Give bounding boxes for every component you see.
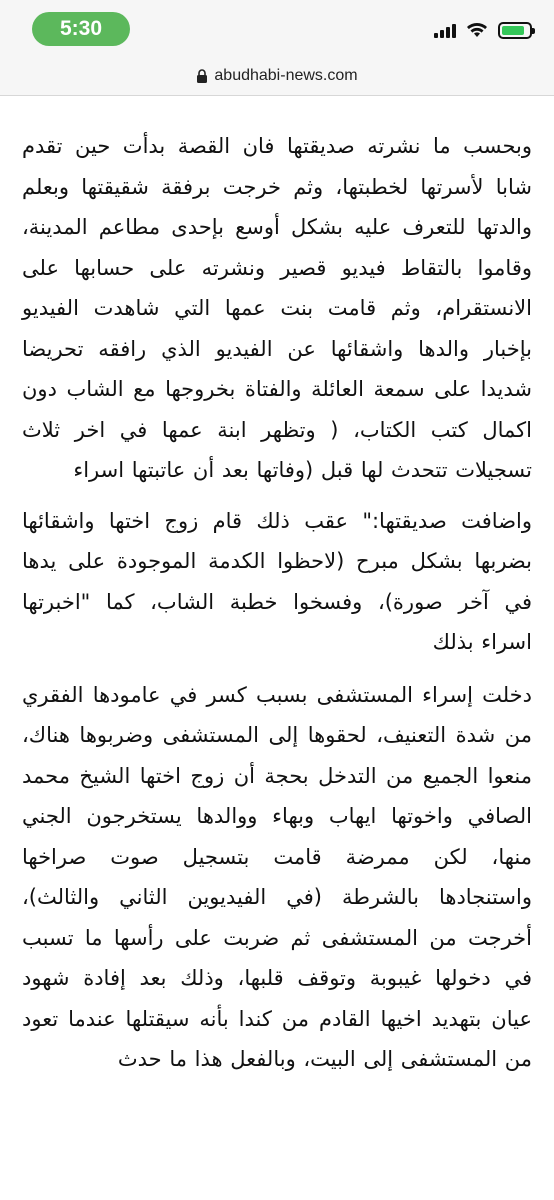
wifi-icon [466,22,488,38]
status-time[interactable]: 5:30 [32,12,130,46]
article-body [0,126,554,1200]
lock-icon [196,69,208,83]
address-bar[interactable] [0,56,554,96]
article-paragraph: واضافت صديقتها:" عقب ذلك قام زوج اختها واشقائها بضربها بشكل مبرح (لاحظوا الكدمة الموجودة على يدها في آخر صورة)، وفسخوا خطبة الشاب، كما "اخبرتها اسراء بذلك [22,508,532,654]
cellular-signal-icon [434,22,456,38]
status-icons [434,18,532,42]
article-paragraph: دخلت إسراء المستشفى بسبب كسر في عامودها الفقري من شدة التعنيف، لحقوها إلى المستشفى وضربوها هناك، منعوا الجميع من التدخل بحجة أن زوج اختها الشيخ محمد الصافي واخوتها ايهاب وبهاء ووالدها يستخرجون الجني منها، لكن ممرضة قامت بتسجيل صوت صراخها واستنجادها بالشرطة (في الفيديوين الثاني والثالث)، أخرجت من المستشفى ثم ضربت على رأسها ما تسبب في دخولها غيبوبة وتوقف قلبها، وذلك بعد إفادة شهود عيان بتهديد اخيها القادم من كندا بأنه سيقتلها عندما تعود من المستشفى إلى البيت، وبالفعل هذا ما حدث [22,682,532,1071]
url-text[interactable]: abudhabi-news.com [214,66,358,84]
article-paragraph: وبحسب ما نشرته صديقتها فان القصة بدأت حين تقدم شابا لأسرتها لخطبتها، وثم خرجت برفقة شقيقتها وبعلم والدتها للتعرف عليه بشكل أوسع بإحدى مطاعم المدينة، وقاموا بالتقاط فيديو قصير ونشرته على حسابها على الانستقرام، وثم قامت بنت عمها التي شاهدت الفيديو بإخبار والدها واشقائها عن الفيديو الذي رافقه تحريضا شديدا على سمعة العائلة والفتاة بخروجها مع الشاب دون اكمال كتب الكتاب، ( وتظهر ابنة عمها في اخر ثلاث تسجيلات تتحدث لها قبل (وفاتها بعد أن عاتبتها اسراء [22,134,532,482]
status-bar [0,0,554,56]
battery-charging-icon [498,22,532,39]
